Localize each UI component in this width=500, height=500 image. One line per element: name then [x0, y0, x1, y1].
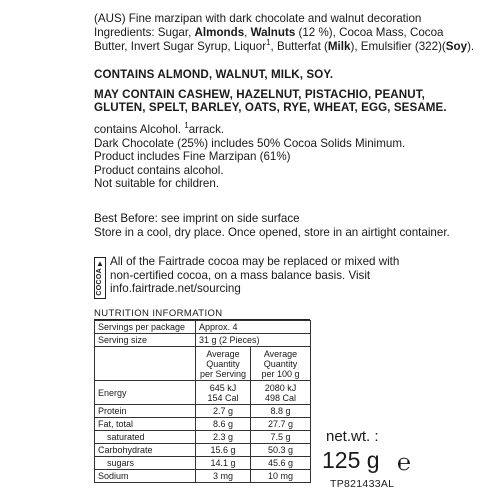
nutrient-label: Protein	[95, 405, 196, 418]
nutrient-100g-value: 27.7 g	[251, 418, 311, 431]
storage-instructions: Store in a cool, dry place. Once opened, store in an airtight container.	[94, 225, 450, 239]
estimated-sign-icon: ℮	[397, 449, 411, 475]
nutrient-100g-value: 7.5 g	[251, 431, 311, 444]
servings-value: Approx. 4	[196, 321, 311, 334]
nutrient-label: Fat, total	[95, 418, 196, 431]
net-weight-label: net.wt. :	[326, 428, 379, 445]
best-before: Best Before: see imprint on side surface	[94, 212, 300, 225]
marzipan-note: Product includes Fine Marzipan (61%)	[94, 150, 291, 164]
may-contain-line-2: GLUTEN, SPELT, BARLEY, OATS, RYE, WHEAT, EGG, SESAME.	[94, 101, 447, 115]
servings-label: Servings per package	[95, 321, 196, 334]
cocoa-badge-text: COCOA	[96, 268, 103, 296]
nutrition-heading: NUTRITION INFORMATION	[94, 308, 223, 319]
product-code: TP821433AL	[330, 478, 395, 490]
fairtrade-statement: All of the Fairtrade cocoa may be replaced or mixed with non-certified cocoa, on a mass balance basis. Visit info.fairtrade.net/sourcing	[110, 255, 450, 296]
alcohol-note: contains Alcohol. $^1$arrack.	[94, 121, 225, 136]
nutrient-100g-value: 45.6 g	[251, 457, 311, 470]
storage-info	[94, 212, 494, 239]
ingredients-list: Ingredients: Sugar, Almonds, Walnuts (12 %), Cocoa Mass, Cocoa Butter, Invert Sugar Syrup, Liquor$^1$, Butterfat (Milk), Emulsifier (322)(Soy).	[94, 26, 475, 53]
allergen-statement	[94, 68, 499, 115]
children-warning: Not suitable for children.	[94, 177, 220, 191]
allergen-almonds: Almonds	[194, 26, 245, 39]
allergen-soy: Soy	[445, 39, 468, 53]
serving-size-value: 31 g (2 Pieces)	[196, 334, 311, 347]
table-row	[95, 381, 311, 405]
may-contain-line-1: MAY CONTAIN CASHEW, HAZELNUT, PISTACHIO, PEANUT,	[94, 87, 425, 101]
fairtrade-cocoa-badge	[94, 257, 106, 299]
contains-statement: CONTAINS ALMOND, WALNUT, MILK, SOY.	[94, 68, 334, 81]
fairtrade-link-text: info.fairtrade.net/sourcing	[110, 282, 241, 296]
serving-size-label: Serving size	[95, 334, 196, 347]
table-row	[95, 431, 311, 444]
nutrient-100g-value: 10 mg	[251, 470, 311, 483]
nutrient-serving-value: 2.7 g	[196, 405, 251, 418]
alcohol-warning: Product contains alcohol.	[94, 163, 224, 177]
nutrient-serving-value: 645 kJ 154 Cal	[196, 381, 251, 405]
allergen-walnuts: Walnuts	[250, 26, 296, 39]
table-row	[95, 470, 311, 483]
table-row	[95, 405, 311, 418]
nutrient-label: Energy	[95, 381, 196, 405]
nutrient-label: Sodium	[95, 470, 196, 483]
nutrient-label: saturated	[95, 431, 196, 444]
nutrient-serving-value: 3 mg	[196, 470, 251, 483]
table-row	[95, 457, 311, 470]
table-row	[95, 321, 311, 334]
table-row	[95, 444, 311, 457]
nutrient-serving-value: 15.6 g	[196, 444, 251, 457]
table-header-row	[95, 347, 311, 381]
table-row	[95, 334, 311, 347]
product-title: (AUS) Fine marzipan with dark chocolate and walnut decoration	[94, 12, 422, 25]
nutrient-100g-value: 8.8 g	[251, 405, 311, 418]
nutrient-label: sugars	[95, 457, 196, 470]
nutrient-serving-value: 2.3 g	[196, 431, 251, 444]
col-header-serving: Average Quantity per Serving	[196, 347, 251, 381]
triangle-arrow-icon: ▲	[96, 259, 104, 268]
nutrient-serving-value: 14.1 g	[196, 457, 251, 470]
table-row	[95, 418, 311, 431]
dark-chocolate-note: Dark Chocolate (25%) includes 50% Cocoa Solids Minimum.	[94, 136, 406, 150]
product-notes	[94, 123, 494, 191]
nutrition-table	[94, 320, 311, 483]
allergen-milk: Milk	[327, 39, 351, 53]
nutrient-label: Carbohydrate	[95, 444, 196, 457]
nutrient-serving-value: 8.6 g	[196, 418, 251, 431]
net-weight-value: 125 g	[322, 447, 380, 473]
col-header-100g: Average Quantity per 100 g	[251, 347, 311, 381]
nutrient-100g-value: 50.3 g	[251, 444, 311, 457]
nutrient-100g-value: 2080 kJ 498 Cal	[251, 381, 311, 405]
